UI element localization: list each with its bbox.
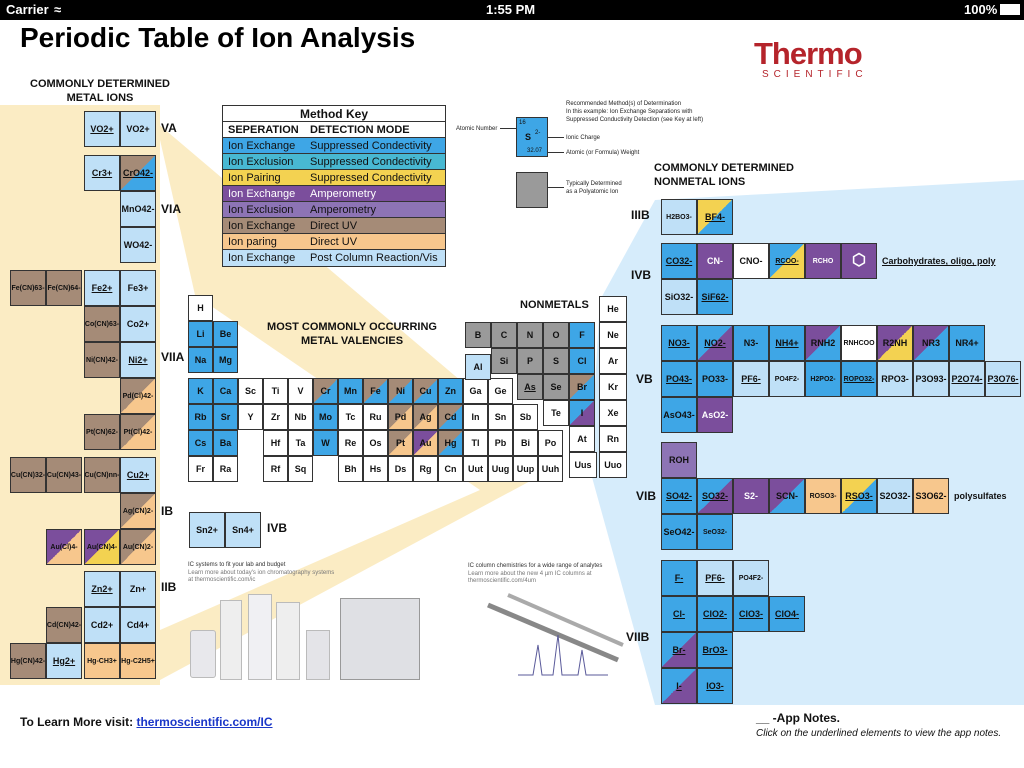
element-te[interactable]: Te — [543, 400, 569, 426]
ion-hgc2h5[interactable]: Hg-C2H5+ — [120, 643, 156, 679]
ion-vo2b[interactable]: VO2+ — [120, 111, 156, 147]
element-uus[interactable]: Uus — [569, 452, 597, 478]
ion-p3o7[interactable]: P3O76- — [985, 361, 1021, 397]
ion-sio3[interactable]: SiO32- — [661, 279, 697, 315]
ion-fecn63[interactable]: Fe(CN)63- — [10, 270, 46, 306]
element-k[interactable]: K — [188, 378, 213, 404]
element-os[interactable]: Os — [363, 430, 388, 456]
ion-cl[interactable]: Cl- — [661, 596, 697, 632]
ion-bf4[interactable]: BF4- — [697, 199, 733, 235]
ion-aucn2[interactable]: Au(CN)2- — [120, 529, 156, 565]
element-at[interactable]: At — [569, 426, 595, 452]
method-key-row: Ion Exchange Direct UV — [223, 218, 445, 234]
ion-nr3[interactable]: NR3 — [913, 325, 949, 361]
element-ru[interactable]: Ru — [363, 404, 388, 430]
ion-fecn64[interactable]: Fe(CN)64- — [46, 270, 82, 306]
ion-seo3[interactable]: SeO32- — [697, 514, 733, 550]
method-key-row: Ion Exchange Suppressed Condectivity — [223, 138, 445, 154]
ion-co3[interactable]: CO32- — [661, 243, 697, 279]
ion-po4f[interactable]: PO4F2- — [733, 560, 769, 596]
ion-cr3[interactable]: Cr3+ — [84, 155, 120, 191]
legend-line — [500, 128, 516, 129]
ion-hgcn4[interactable]: Hg(CN)42- — [10, 643, 46, 679]
element-hs[interactable]: Hs — [363, 456, 388, 482]
group-va: VA — [161, 121, 177, 135]
group-iib: IIB — [161, 580, 177, 594]
promo-columns-sub[interactable]: Learn more about the new 4 µm IC columns at thermoscientific.com/4um — [468, 571, 592, 584]
scientific-logo: SCIENTIFIC — [762, 69, 868, 80]
element-ca[interactable]: Ca — [213, 378, 238, 404]
carbohydrate-icon[interactable]: ⬡ — [841, 243, 877, 279]
ion-so4[interactable]: SO42- — [661, 478, 697, 514]
element-rf[interactable]: Rf — [263, 456, 288, 482]
element-uuo[interactable]: Uuo — [599, 452, 627, 478]
element-y[interactable]: Y — [238, 404, 263, 430]
element-na[interactable]: Na — [188, 347, 213, 373]
legend-polyatomic-cell — [516, 172, 548, 208]
element-v[interactable]: V — [288, 378, 313, 404]
ion-ptcn6[interactable]: Pt(CN)62- — [84, 414, 120, 450]
element-mo[interactable]: Mo — [313, 404, 338, 430]
ion-i[interactable]: I- — [661, 668, 697, 704]
method-key-row: Ion Exclusion Suppressed Condectivity — [223, 154, 445, 170]
element-rg[interactable]: Rg — [413, 456, 438, 482]
carrier-label: Carrier — [6, 2, 49, 17]
ion-agcn2[interactable]: Ag(CN)2- — [120, 493, 156, 529]
element-sq[interactable]: Sq — [288, 456, 313, 482]
ion-clo2[interactable]: ClO2- — [697, 596, 733, 632]
promo-systems-title: IC systems to fit your lab and budget — [188, 562, 286, 568]
ion-pf6b[interactable]: PF6- — [697, 560, 733, 596]
element-as[interactable]: As — [517, 374, 543, 400]
legend-line — [548, 187, 564, 188]
element-sb[interactable]: Sb — [513, 404, 538, 430]
element-ta[interactable]: Ta — [288, 430, 313, 456]
element-pd[interactable]: Pd — [388, 404, 413, 430]
legend-line — [548, 152, 564, 153]
ion-rnh2[interactable]: RNH2 — [805, 325, 841, 361]
element-xe[interactable]: Xe — [599, 400, 627, 426]
element-sc[interactable]: Sc — [238, 378, 263, 404]
element-p[interactable]: P — [517, 348, 543, 374]
group-via: VIA — [161, 202, 182, 216]
group-viia: VIIA — [161, 350, 185, 364]
element-ar[interactable]: Ar — [599, 348, 627, 374]
element-bi[interactable]: Bi — [513, 430, 538, 456]
method-key-row: Ion Exclusion Amperometry — [223, 202, 445, 218]
ion-roso3[interactable]: ROSO3- — [805, 478, 841, 514]
element-c[interactable]: C — [491, 322, 517, 348]
ion-rso3[interactable]: RSO3- — [841, 478, 877, 514]
element-ne[interactable]: Ne — [599, 322, 627, 348]
ion-zn2[interactable]: Zn2+ — [84, 571, 120, 607]
ion-rpo3[interactable]: RPO3- — [877, 361, 913, 397]
element-n[interactable]: N — [517, 322, 543, 348]
element-al[interactable]: Al — [465, 354, 491, 380]
element-au[interactable]: Au — [413, 430, 438, 456]
ion-rcoo[interactable]: RCOO- — [769, 243, 805, 279]
element-se[interactable]: Se — [543, 374, 569, 400]
element-nb[interactable]: Nb — [288, 404, 313, 430]
wifi-icon: ≈ — [54, 2, 62, 17]
element-hf[interactable]: Hf — [263, 430, 288, 456]
ion-s3o6[interactable]: S3O62- — [913, 478, 949, 514]
element-o[interactable]: O — [543, 322, 569, 348]
element-ba[interactable]: Ba — [213, 430, 238, 456]
app-notes-label: __ -App Notes. — [756, 711, 841, 725]
element-po[interactable]: Po — [538, 430, 563, 456]
ion-hgch3[interactable]: Hg-CH3+ — [84, 643, 120, 679]
element-br[interactable]: Br — [569, 374, 595, 400]
method-key — [222, 105, 446, 267]
legend-polyatomic: Typically Determined as a Polyatomic Ion — [566, 181, 622, 195]
element-pt[interactable]: Pt — [388, 430, 413, 456]
ion-no3[interactable]: NO3- — [661, 325, 697, 361]
ion-rnhcoo[interactable]: RNHCOO — [841, 325, 877, 361]
ion-s2[interactable]: S2- — [733, 478, 769, 514]
legend-sample-cell: 16 S 2- 32.07 — [516, 117, 548, 157]
element-ti[interactable]: Ti — [263, 378, 288, 404]
ion-s2o3[interactable]: S2O32- — [877, 478, 913, 514]
element-be[interactable]: Be — [213, 321, 238, 347]
ion-ptcl4[interactable]: Pt(Cl)42- — [120, 414, 156, 450]
element-hg[interactable]: Hg — [438, 430, 463, 456]
element-ga[interactable]: Ga — [463, 378, 488, 404]
ion-nicn4[interactable]: Ni(CN)42- — [84, 342, 120, 378]
element-in[interactable]: In — [463, 404, 488, 430]
ion-cocn6[interactable]: Co(CN)63- — [84, 306, 120, 342]
element-rb[interactable]: Rb — [188, 404, 213, 430]
ion-no2[interactable]: NO2- — [697, 325, 733, 361]
ion-seo4[interactable]: SeO42- — [661, 514, 697, 550]
footer-link[interactable]: thermoscientific.com/IC — [136, 715, 273, 729]
element-w[interactable]: W — [313, 430, 338, 456]
ion-ropo3[interactable]: ROPO32- — [841, 361, 877, 397]
valencies-heading: MOST COMMONLY OCCURRING METAL VALENCIES — [267, 321, 437, 347]
ion-sif6[interactable]: SiF62- — [697, 279, 733, 315]
ion-roh[interactable]: ROH — [661, 442, 697, 478]
element-cd[interactable]: Cd — [438, 404, 463, 430]
method-key-row: Ion Exchange Amperometry — [223, 186, 445, 202]
ion-wo4[interactable]: WO42- — [120, 227, 156, 263]
method-key-row: Ion Exchange Post Column Reaction/Vis — [223, 250, 445, 266]
ion-cno[interactable]: CNO- — [733, 243, 769, 279]
element-ge[interactable]: Ge — [488, 378, 513, 404]
method-key-header: SEPERATION DETECTION MODE — [223, 122, 445, 138]
ion-clo4[interactable]: ClO4- — [769, 596, 805, 632]
element-mg[interactable]: Mg — [213, 347, 238, 373]
legend-recommended: Recommended Method(s) of Determination In this example: Ion Exchange Separations with Suppressed Conductivity Detection (see Key at left) — [566, 101, 704, 123]
element-cn[interactable]: Cn — [438, 456, 463, 482]
element-tl[interactable]: Tl — [463, 430, 488, 456]
element-f[interactable]: F — [569, 322, 595, 348]
ion-aso43[interactable]: AsO43- — [661, 397, 697, 433]
element-ds[interactable]: Ds — [388, 456, 413, 482]
element-i[interactable]: I — [569, 400, 595, 426]
method-key-row: Ion Pairing Suppressed Condectivity — [223, 170, 445, 186]
ion-bro3[interactable]: BrO3- — [697, 632, 733, 668]
ion-sn4[interactable]: Sn4+ — [225, 512, 261, 548]
element-cu[interactable]: Cu — [413, 378, 438, 404]
ic-columns-image[interactable] — [478, 590, 628, 685]
element-b[interactable]: B — [465, 322, 491, 348]
ion-io3[interactable]: IO3- — [697, 668, 733, 704]
ion-cd4[interactable]: Cd4+ — [120, 607, 156, 643]
element-zn[interactable]: Zn — [438, 378, 463, 404]
element-pb[interactable]: Pb — [488, 430, 513, 456]
ion-br[interactable]: Br- — [661, 632, 697, 668]
ion-sn2[interactable]: Sn2+ — [189, 512, 225, 548]
element-kr[interactable]: Kr — [599, 374, 627, 400]
group-ivb: IVB — [631, 268, 652, 282]
ion-zn[interactable]: Zn+ — [120, 571, 156, 607]
element-uup[interactable]: Uup — [513, 456, 538, 482]
ion-p3o9[interactable]: P3O93- — [913, 361, 949, 397]
status-bar — [0, 0, 1024, 20]
ion-f[interactable]: F- — [661, 560, 697, 596]
ion-n3[interactable]: N3- — [733, 325, 769, 361]
battery-label: 100% — [964, 2, 998, 17]
thermo-logo: Thermo — [754, 36, 862, 71]
ion-fe3[interactable]: Fe3+ — [120, 270, 156, 306]
ion-aucl4[interactable]: Au(Cl)4- — [46, 529, 82, 565]
ion-pf6[interactable]: PF6- — [733, 361, 769, 397]
method-key-row: Ion paring Direct UV — [223, 234, 445, 250]
ion-hg2[interactable]: Hg2+ — [46, 643, 82, 679]
legend-line — [548, 137, 564, 138]
ion-scn[interactable]: SCN- — [769, 478, 805, 514]
ion-cucn3[interactable]: Cu(CN)32- — [10, 457, 46, 493]
ion-p2o7[interactable]: P2O74- — [949, 361, 985, 397]
element-cr[interactable]: Cr — [313, 378, 338, 404]
nonmetal-ions-heading: COMMONLY DETERMINED NONMETAL IONS — [654, 162, 794, 188]
group-ivb-metals: IVB — [267, 521, 288, 535]
ion-nr4[interactable]: NR4+ — [949, 325, 985, 361]
ion-cro4[interactable]: CrO42- — [120, 155, 156, 191]
ion-cucn4[interactable]: Cu(CN)43- — [46, 457, 82, 493]
nonmetals-heading: NONMETALS — [520, 299, 589, 311]
ion-h2po2[interactable]: H2PO2- — [805, 361, 841, 397]
element-ni[interactable]: Ni — [388, 378, 413, 404]
element-s[interactable]: S — [543, 348, 569, 374]
element-rn[interactable]: Rn — [599, 426, 627, 452]
ic-systems-image[interactable] — [190, 590, 430, 690]
ion-so3[interactable]: SO32- — [697, 478, 733, 514]
element-he[interactable]: He — [599, 296, 627, 322]
element-cl[interactable]: Cl — [569, 348, 595, 374]
element-ra[interactable]: Ra — [213, 456, 238, 482]
ion-cd2[interactable]: Cd2+ — [84, 607, 120, 643]
element-fr[interactable]: Fr — [188, 456, 213, 482]
legend-ionic-charge: Ionic Charge — [566, 135, 601, 141]
element-ag[interactable]: Ag — [413, 404, 438, 430]
ion-fe2[interactable]: Fe2+ — [84, 270, 120, 306]
ion-ni2[interactable]: Ni2+ — [120, 342, 156, 378]
element-fe[interactable]: Fe — [363, 378, 388, 404]
battery-icon — [1000, 4, 1020, 15]
legend-atomic-number: Atomic Number — [456, 126, 498, 132]
group-viib: VIIB — [626, 630, 650, 644]
promo-systems-sub[interactable]: Learn more about today's ion chromatography systems at thermoscientific.com/ic — [188, 570, 335, 583]
app-notes-hint: Click on the underlined elements to view the app notes. — [756, 728, 1002, 739]
footer: To Learn More visit: thermoscientific.com/IC — [20, 715, 273, 729]
element-uug[interactable]: Uug — [488, 456, 513, 482]
promo-columns-title: IC column chemistries for a wide range of analytes — [468, 563, 603, 569]
group-ib: IB — [161, 504, 173, 518]
element-uuh[interactable]: Uuh — [538, 456, 563, 482]
ion-mno4[interactable]: MnO42- — [120, 191, 156, 227]
ion-cdcn4[interactable]: Cd(CN)42- — [46, 607, 82, 643]
group-vib: VIB — [636, 489, 657, 503]
carbohydrates-label[interactable]: Carbohydrates, oligo, poly — [882, 256, 996, 266]
legend-weight: Atomic (or Formula) Weight — [566, 150, 640, 156]
ion-cn[interactable]: CN- — [697, 243, 733, 279]
element-re[interactable]: Re — [338, 430, 363, 456]
ion-po3[interactable]: PO33- — [697, 361, 733, 397]
element-cs[interactable]: Cs — [188, 430, 213, 456]
ion-clo3[interactable]: ClO3- — [733, 596, 769, 632]
ion-cu2[interactable]: Cu2+ — [120, 457, 156, 493]
element-sr[interactable]: Sr — [213, 404, 238, 430]
element-si[interactable]: Si — [491, 348, 517, 374]
method-key-title: Method Key — [223, 106, 445, 122]
ion-aucn4[interactable]: Au(CN)4- — [84, 529, 120, 565]
element-sn[interactable]: Sn — [488, 404, 513, 430]
element-mn[interactable]: Mn — [338, 378, 363, 404]
element-uut[interactable]: Uut — [463, 456, 488, 482]
clock: 1:55 PM — [486, 2, 536, 17]
ion-aso2[interactable]: AsO2- — [697, 397, 733, 433]
element-h[interactable]: H — [188, 295, 213, 321]
ion-pdcl4[interactable]: Pd(Cl)42- — [120, 378, 156, 414]
ion-nh4[interactable]: NH4+ — [769, 325, 805, 361]
element-tc[interactable]: Tc — [338, 404, 363, 430]
ion-r2nh[interactable]: R2NH — [877, 325, 913, 361]
ion-h2bo3[interactable]: H2BO3- — [661, 199, 697, 235]
element-li[interactable]: Li — [188, 321, 213, 347]
element-bh[interactable]: Bh — [338, 456, 363, 482]
polysulfates-label: polysulfates — [954, 491, 1007, 501]
ion-cucnn[interactable]: Cu(CN)nn- — [84, 457, 120, 493]
ion-po4f2[interactable]: PO4F2- — [769, 361, 805, 397]
page-title: Periodic Table of Ion Analysis — [20, 22, 416, 53]
group-vb: VB — [636, 372, 653, 386]
group-iiib: IIIB — [631, 208, 650, 222]
ion-vo2[interactable]: VO2+ — [84, 111, 120, 147]
chromatogram-icon — [478, 590, 628, 685]
ion-co2[interactable]: Co2+ — [120, 306, 156, 342]
metal-ions-heading: COMMONLY DETERMINED METAL IONS — [30, 78, 170, 104]
ion-rcho[interactable]: RCHO — [805, 243, 841, 279]
element-zr[interactable]: Zr — [263, 404, 288, 430]
ion-po4[interactable]: PO43- — [661, 361, 697, 397]
